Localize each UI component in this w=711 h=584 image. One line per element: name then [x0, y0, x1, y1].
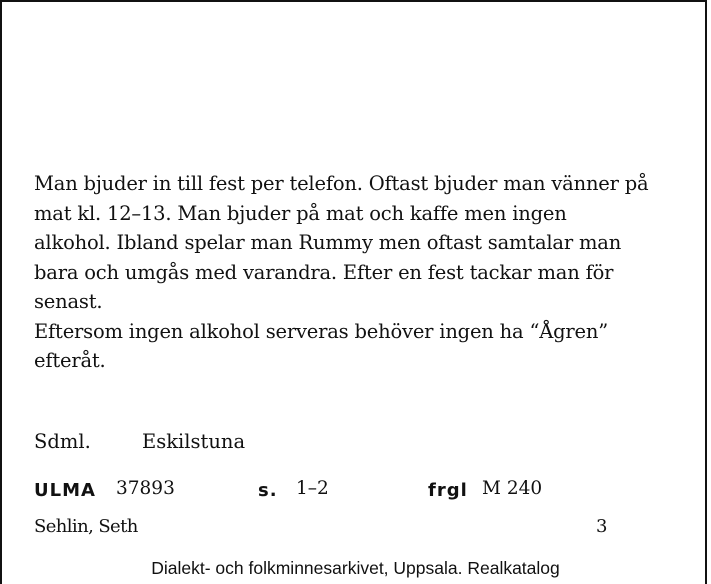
body-line: Eftersom ingen alkohol serveras behöver ingen ha “Ågren”: [34, 319, 608, 343]
ulma-number: 37893: [116, 478, 175, 499]
frgl-value: M 240: [482, 478, 543, 499]
collector-name: Sehlin, Seth: [34, 516, 138, 537]
body-line: Man bjuder in till fest per telefon. Oftast bjuder man vänner på: [34, 172, 649, 195]
body-line: efteråt.: [34, 349, 106, 372]
body-line: senast.: [34, 290, 103, 313]
page-label: s.: [258, 480, 278, 501]
archive-footer: Dialekt- och folkminnesarkivet, Uppsala. Realkatalog: [151, 558, 560, 578]
reference-row: [34, 478, 674, 504]
body-line: bara och umgås med varandra. Efter en fest tackar man för: [34, 260, 614, 284]
frgl-label: frgl: [428, 480, 468, 501]
region-label: Sdml.: [34, 430, 91, 453]
card-body-text: [34, 169, 694, 376]
town-label: Eskilstuna: [142, 430, 246, 453]
body-line: alkohol. Ibland spelar man Rummy men oftast samtalar man: [34, 231, 622, 254]
body-line: mat kl. 12–13. Man bjuder på mat och kaffe men ingen: [34, 201, 567, 225]
ulma-label: ULMA: [34, 480, 96, 501]
sheet-number: 3: [596, 516, 608, 537]
page-range: 1–2: [296, 478, 329, 499]
